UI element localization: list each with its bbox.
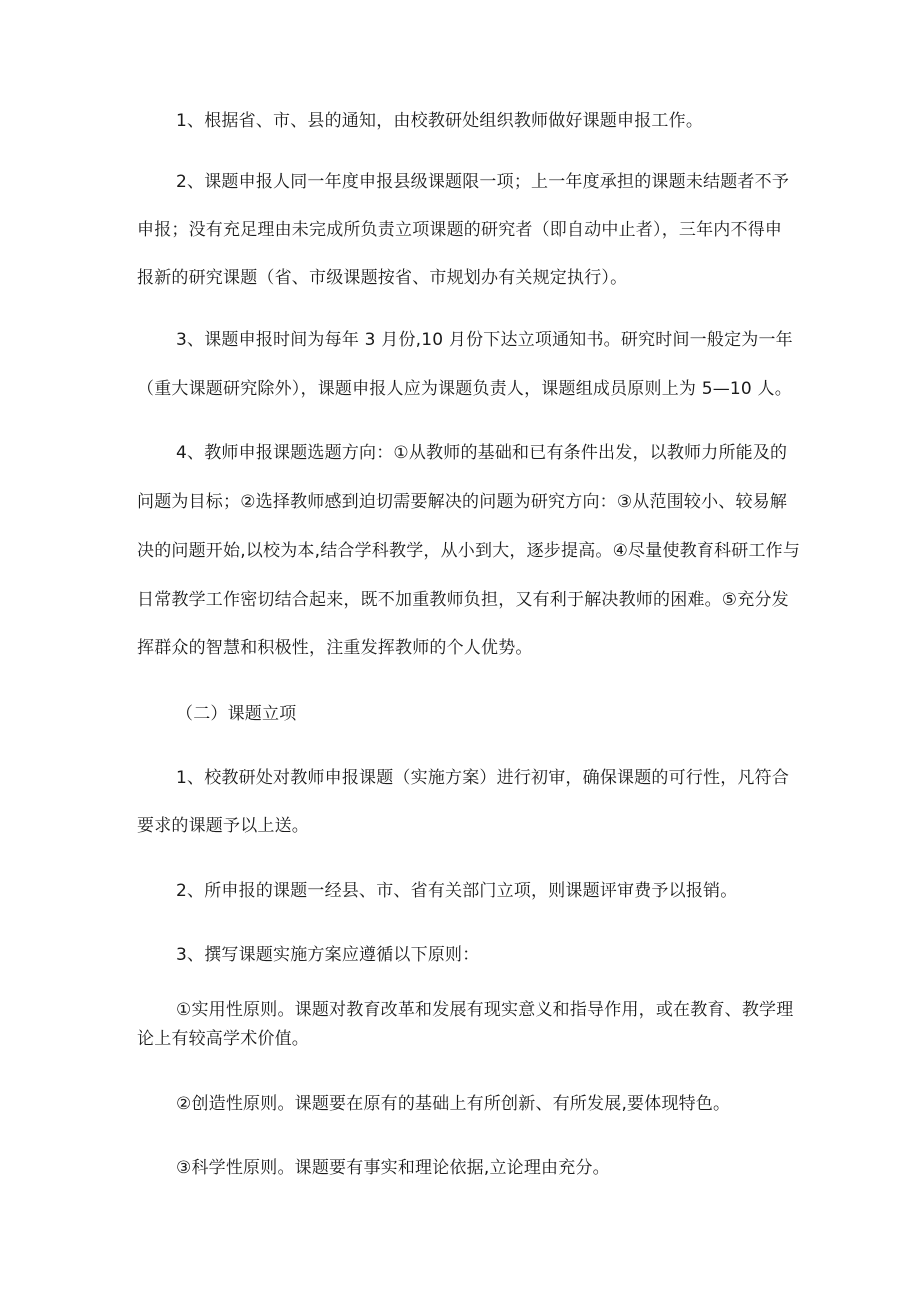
paragraph-6-line-1: 2、所申报的课题一经县、市、省有关部门立项，则课题评审费予以报销。	[176, 881, 738, 901]
paragraph-3-line-2: （重大课题研究除外），课题申报人应为课题负责人，课题组成员原则上为 5—10 人。	[137, 379, 792, 399]
paragraph-2-line-2: 申报；没有充足理由未完成所负责立项课题的研究者（即自动中止者），三年内不得申	[137, 220, 783, 240]
paragraph-7-line-1: 3、撰写课题实施方案应遵循以下原则：	[176, 945, 480, 965]
paragraph-3-line-1: 3、课题申报时间为每年 3 月份,10 月份下达立项通知书。研究时间一般定为一年	[176, 330, 793, 350]
paragraph-4-line-4: 日常教学工作密切结合起来，既不加重教师负担，又有利于解决教师的困难。⑤充分发	[137, 590, 789, 610]
paragraph-4-line-3: 决的问题开始,以校为本,结合学科教学，从小到大，逐步提高。④尽量使教育科研工作与	[137, 541, 801, 561]
paragraph-4-line-1: 4、教师申报课题选题方向：①从教师的基础和已有条件出发，以教师力所能及的	[176, 443, 788, 463]
paragraph-4-line-2: 问题为目标；②选择教师感到迫切需要解决的问题为研究方向：③从范围较小、较易解	[137, 492, 788, 512]
section-heading: （二）课题立项	[176, 704, 297, 724]
principle-2-line-1: ②创造性原则。课题要在原有的基础上有所创新、有所发展,要体现特色。	[176, 1094, 731, 1114]
paragraph-2-line-3: 报新的研究课题（省、市级课题按省、市规划办有关规定执行）。	[137, 268, 628, 288]
principle-3-line-1: ③科学性原则。课题要有事实和理论依据,立论理由充分。	[176, 1158, 610, 1178]
principle-1-line-1: ①实用性原则。课题对教育改革和发展有现实意义和指导作用，或在教育、教学理	[176, 1000, 794, 1020]
paragraph-1-line-1: 1、根据省、市、县的通知，由校教研处组织教师做好课题申报工作。	[176, 111, 704, 131]
paragraph-4-line-5: 挥群众的智慧和积极性，注重发挥教师的个人优势。	[137, 638, 533, 658]
paragraph-5-line-1: 1、校教研处对教师申报课题（实施方案）进行初审，确保课题的可行性，凡符合	[176, 768, 790, 788]
principle-1-line-2: 论上有较高学术价值。	[137, 1029, 309, 1049]
paragraph-5-line-2: 要求的课题予以上送。	[137, 816, 309, 836]
paragraph-2-line-1: 2、课题申报人同一年度申报县级课题限一项；上一年度承担的课题未结题者不予	[176, 172, 790, 192]
